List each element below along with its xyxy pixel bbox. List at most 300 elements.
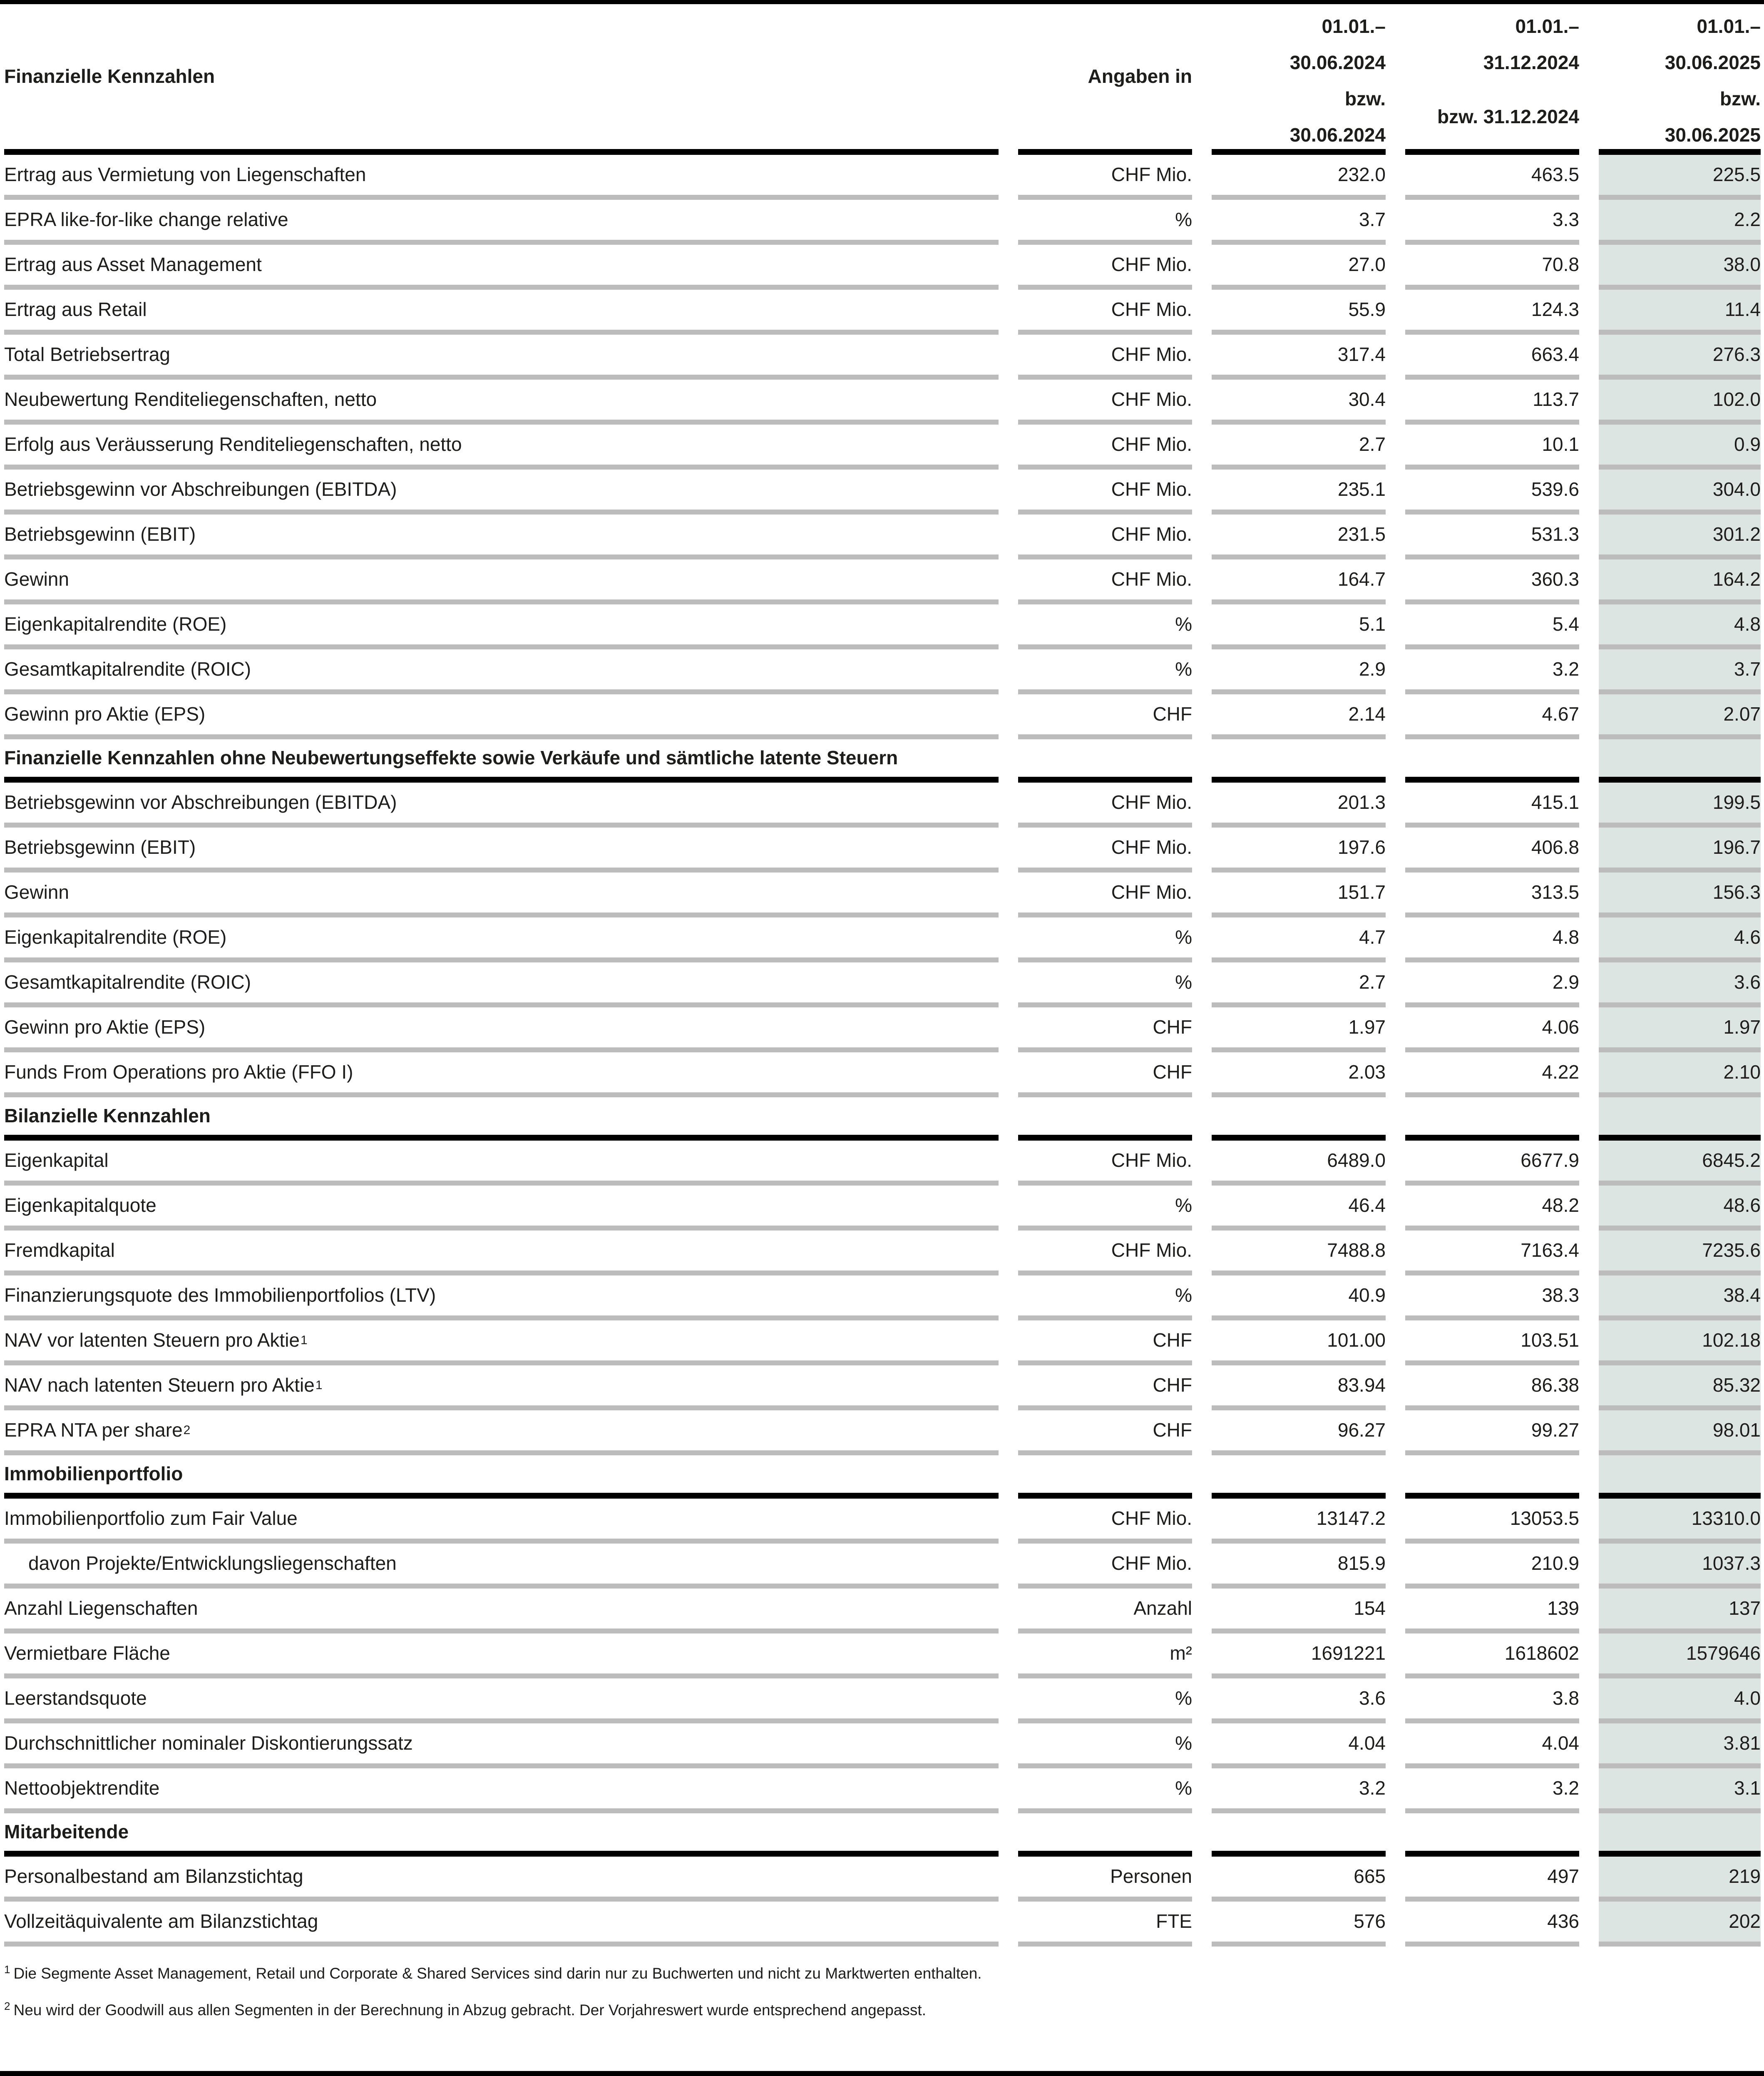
- row-value: 137: [1729, 1597, 1761, 1619]
- row-unit-cell: [1018, 873, 1192, 917]
- row-label-cell: [4, 425, 999, 470]
- row-unit-cell: [1018, 1007, 1192, 1052]
- row-value: 2.7: [1359, 433, 1386, 455]
- section-header-label: Bilanzielle Kennzahlen: [4, 1105, 211, 1127]
- footnote: [4, 2001, 1761, 2020]
- row-value: 463.5: [1531, 164, 1579, 186]
- row-value-cell: [1212, 1499, 1386, 1544]
- row-label: Fremdkapital: [4, 1239, 115, 1261]
- row-value: 2.14: [1348, 703, 1386, 725]
- row-value-cell: [1405, 1275, 1579, 1320]
- row-value: 151.7: [1337, 881, 1386, 903]
- row-unit-cell: [1018, 425, 1192, 470]
- row-label-cell: [4, 962, 999, 1007]
- table-row: [0, 1499, 1764, 1544]
- section-header-cell: [1405, 1455, 1579, 1499]
- row-value: 3.2: [1359, 1777, 1386, 1799]
- row-value: 4.06: [1542, 1016, 1579, 1038]
- row-value: 2.2: [1734, 209, 1761, 231]
- row-unit: CHF Mio.: [1111, 254, 1192, 276]
- row-unit: %: [1175, 1194, 1192, 1216]
- table-row: [0, 155, 1764, 200]
- row-label-cell: [4, 290, 999, 335]
- row-unit: CHF Mio.: [1111, 433, 1192, 455]
- row-value-cell: [1212, 155, 1386, 200]
- row-unit-cell: [1018, 1544, 1192, 1589]
- table-row: [0, 873, 1764, 917]
- row-label-cell: [4, 245, 999, 290]
- row-value-cell: [1405, 962, 1579, 1007]
- row-value-cell: [1212, 649, 1386, 694]
- row-label: Immobilienportfolio zum Fair Value: [4, 1507, 298, 1529]
- row-value: 3.2: [1553, 658, 1579, 680]
- row-value-cell: [1599, 290, 1761, 335]
- row-value-cell: [1405, 1365, 1579, 1410]
- row-value-cell: [1599, 425, 1761, 470]
- section-header-cell: [1405, 739, 1579, 783]
- row-value: 436: [1547, 1910, 1579, 1932]
- row-value: 5.4: [1553, 613, 1579, 635]
- row-label: Gesamtkapitalrendite (ROIC): [4, 971, 251, 993]
- row-unit-cell: [1018, 1768, 1192, 1813]
- row-value-cell: [1599, 1723, 1761, 1768]
- row-value: 27.0: [1348, 254, 1386, 276]
- row-unit: %: [1175, 613, 1192, 635]
- row-label-cell: [4, 783, 999, 828]
- row-value-cell: [1405, 245, 1579, 290]
- table-row: [0, 1410, 1764, 1455]
- row-value-cell: [1405, 335, 1579, 380]
- row-value-cell: [1599, 245, 1761, 290]
- row-label: Eigenkapitalrendite (ROE): [4, 613, 227, 635]
- row-label: Gewinn pro Aktie (EPS): [4, 1016, 206, 1038]
- row-value-cell: [1599, 694, 1761, 739]
- row-value-cell: [1212, 694, 1386, 739]
- row-unit: %: [1175, 926, 1192, 948]
- row-value-cell: [1599, 335, 1761, 380]
- row-label: Ertrag aus Retail: [4, 298, 147, 321]
- row-value-cell: [1405, 828, 1579, 873]
- row-unit-cell: [1018, 380, 1192, 425]
- row-value-cell: [1212, 290, 1386, 335]
- row-value: 103.51: [1521, 1329, 1579, 1351]
- table-row: [0, 694, 1764, 739]
- row-value-cell: [1405, 649, 1579, 694]
- table-row: [0, 425, 1764, 470]
- section-header-cell: [4, 1455, 999, 1499]
- row-unit: CHF Mio.: [1111, 1552, 1192, 1574]
- table-row: [0, 1857, 1764, 1902]
- table-row: [0, 649, 1764, 694]
- period-header-line: 31.12.2024: [1483, 52, 1579, 73]
- row-value: 48.2: [1542, 1194, 1579, 1216]
- table-row: [0, 1275, 1764, 1320]
- row-label-cell: [4, 335, 999, 380]
- row-value: 1037.3: [1702, 1552, 1761, 1574]
- row-value: 815.9: [1337, 1552, 1386, 1574]
- row-value: 4.22: [1542, 1061, 1579, 1083]
- row-unit-cell: [1018, 290, 1192, 335]
- row-value-cell: [1212, 1231, 1386, 1275]
- row-label: Eigenkapitalrendite (ROE): [4, 926, 227, 948]
- row-value-cell: [1599, 828, 1761, 873]
- row-value: 4.7: [1359, 926, 1386, 948]
- row-unit-cell: [1018, 1186, 1192, 1231]
- row-label-cell: [4, 1857, 999, 1902]
- row-value: 5.1: [1359, 613, 1386, 635]
- row-value-cell: [1405, 1678, 1579, 1723]
- row-unit-cell: [1018, 828, 1192, 873]
- row-unit-cell: [1018, 783, 1192, 828]
- row-unit-cell: [1018, 1365, 1192, 1410]
- row-value: 38.0: [1723, 254, 1761, 276]
- row-value: 301.2: [1712, 523, 1761, 545]
- row-unit: CHF: [1153, 1329, 1192, 1351]
- section-header-cell: [1405, 1813, 1579, 1857]
- row-unit: CHF Mio.: [1111, 523, 1192, 545]
- row-value-cell: [1212, 245, 1386, 290]
- table-row: [0, 604, 1764, 649]
- row-unit: CHF Mio.: [1111, 478, 1192, 500]
- row-unit: CHF Mio.: [1111, 1239, 1192, 1261]
- row-value-cell: [1405, 155, 1579, 200]
- row-unit: CHF Mio.: [1111, 881, 1192, 903]
- column-header-period-2024-fy: [1405, 4, 1579, 155]
- row-label: Vollzeitäquivalente am Bilanzstichtag: [4, 1910, 318, 1932]
- row-value-cell: [1212, 1320, 1386, 1365]
- row-value-cell: [1212, 604, 1386, 649]
- section-header-cell: [1018, 739, 1192, 783]
- section-header-row: [0, 739, 1764, 783]
- row-unit: CHF Mio.: [1111, 164, 1192, 186]
- footnote-text: Die Segmente Asset Management, Retail und Corporate & Shared Services sind darin nur zu Buchwerten und nicht zu Marktwerten enthalten.: [13, 1965, 982, 1982]
- row-value-cell: [1212, 380, 1386, 425]
- footnote-marker: 2: [4, 1999, 10, 2012]
- row-value: 10.1: [1542, 433, 1579, 455]
- row-value: 3.1: [1734, 1777, 1761, 1799]
- row-unit: %: [1175, 209, 1192, 231]
- table-row: [0, 783, 1764, 828]
- row-value: 40.9: [1348, 1284, 1386, 1306]
- row-value: 102.18: [1702, 1329, 1761, 1351]
- row-value: 139: [1547, 1597, 1579, 1619]
- row-value: 55.9: [1348, 298, 1386, 321]
- row-label: Durchschnittlicher nominaler Diskontierungssatz: [4, 1732, 413, 1754]
- row-label-cell: [4, 604, 999, 649]
- row-value-cell: [1599, 1320, 1761, 1365]
- table-row: [0, 1007, 1764, 1052]
- row-value: 2.9: [1553, 971, 1579, 993]
- row-unit-cell: [1018, 649, 1192, 694]
- row-value-cell: [1212, 1768, 1386, 1813]
- row-value-cell: [1212, 425, 1386, 470]
- row-value-cell: [1212, 1857, 1386, 1902]
- row-unit: %: [1175, 1732, 1192, 1754]
- row-value-cell: [1599, 155, 1761, 200]
- row-value-cell: [1599, 1857, 1761, 1902]
- row-value: 0.9: [1734, 433, 1761, 455]
- row-value-cell: [1405, 290, 1579, 335]
- row-value-cell: [1599, 1141, 1761, 1186]
- row-label: Personalbestand am Bilanzstichtag: [4, 1865, 303, 1887]
- row-value-cell: [1212, 1141, 1386, 1186]
- table-row: [0, 1768, 1764, 1813]
- row-unit-cell: [1018, 1723, 1192, 1768]
- row-value: 201.3: [1337, 791, 1386, 813]
- table-row: [0, 559, 1764, 604]
- row-label-cell: [4, 470, 999, 515]
- row-label: Gesamtkapitalrendite (ROIC): [4, 658, 251, 680]
- row-label: NAV vor latenten Steuern pro Aktie: [4, 1329, 300, 1351]
- row-value-cell: [1212, 1410, 1386, 1455]
- row-value: 6489.0: [1327, 1149, 1386, 1171]
- table-row: [0, 1902, 1764, 1947]
- row-unit-cell: [1018, 1902, 1192, 1947]
- row-value-cell: [1599, 1768, 1761, 1813]
- row-value-cell: [1212, 783, 1386, 828]
- row-value: 3.7: [1734, 658, 1761, 680]
- row-value: 1.97: [1723, 1016, 1761, 1038]
- row-unit-cell: [1018, 1633, 1192, 1678]
- row-value: 124.3: [1531, 298, 1579, 321]
- row-unit: CHF Mio.: [1111, 343, 1192, 365]
- row-unit: %: [1175, 1777, 1192, 1799]
- row-value-cell: [1405, 1007, 1579, 1052]
- row-value-cell: [1599, 783, 1761, 828]
- row-value-cell: [1405, 470, 1579, 515]
- row-unit-cell: [1018, 1678, 1192, 1723]
- table-row: [0, 1589, 1764, 1633]
- section-header-row: [0, 1813, 1764, 1857]
- row-unit: CHF Mio.: [1111, 388, 1192, 410]
- row-unit-cell: [1018, 155, 1192, 200]
- row-value: 70.8: [1542, 254, 1579, 276]
- row-value: 2.03: [1348, 1061, 1386, 1083]
- row-value-cell: [1212, 1633, 1386, 1678]
- row-value-cell: [1599, 1275, 1761, 1320]
- period-header-line: 01.01.–: [1515, 15, 1579, 37]
- row-value-cell: [1405, 1768, 1579, 1813]
- table-row: [0, 470, 1764, 515]
- footnote-marker: 1: [4, 1963, 10, 1976]
- row-value: 113.7: [1533, 388, 1579, 410]
- section-header-cell: [1212, 1813, 1386, 1857]
- row-value-cell: [1405, 783, 1579, 828]
- row-value-cell: [1599, 1589, 1761, 1633]
- row-label-cell: [4, 1186, 999, 1231]
- row-value: 4.04: [1348, 1732, 1386, 1754]
- row-unit-cell: [1018, 335, 1192, 380]
- row-value: 196.7: [1712, 836, 1761, 858]
- row-label-cell: [4, 873, 999, 917]
- row-value: 665: [1354, 1865, 1386, 1887]
- section-header-cell: [1018, 1455, 1192, 1499]
- table-row: [0, 1141, 1764, 1186]
- row-value: 225.5: [1712, 164, 1761, 186]
- section-header-cell: [1212, 1097, 1386, 1141]
- section-header-cell: [1212, 739, 1386, 783]
- row-value-cell: [1405, 1231, 1579, 1275]
- row-label-cell: [4, 649, 999, 694]
- row-label: Nettoobjektrendite: [4, 1777, 160, 1799]
- row-value-cell: [1405, 1499, 1579, 1544]
- row-value: 276.3: [1712, 343, 1761, 365]
- row-value: 360.3: [1531, 568, 1579, 590]
- row-unit: %: [1175, 971, 1192, 993]
- row-value-cell: [1405, 1633, 1579, 1678]
- row-unit-cell: [1018, 1589, 1192, 1633]
- row-label-cell: [4, 1275, 999, 1320]
- section-header-cell: [1599, 1813, 1761, 1857]
- row-value: 313.5: [1531, 881, 1579, 903]
- table-header-row: [0, 4, 1764, 155]
- row-value: 3.3: [1553, 209, 1579, 231]
- row-value-cell: [1599, 917, 1761, 962]
- row-unit: Personen: [1110, 1865, 1192, 1887]
- table-row: [0, 1186, 1764, 1231]
- row-unit: CHF Mio.: [1111, 836, 1192, 858]
- row-value-cell: [1212, 1007, 1386, 1052]
- section-header-cell: [4, 1813, 999, 1857]
- row-value-cell: [1212, 470, 1386, 515]
- row-value-cell: [1599, 1007, 1761, 1052]
- row-value-cell: [1599, 1902, 1761, 1947]
- row-value: 7235.6: [1702, 1239, 1761, 1261]
- table-row: [0, 917, 1764, 962]
- row-label-cell: [4, 1723, 999, 1768]
- row-value-cell: [1599, 380, 1761, 425]
- row-value: 3.6: [1734, 971, 1761, 993]
- row-unit: FTE: [1156, 1910, 1192, 1932]
- row-value-cell: [1212, 1186, 1386, 1231]
- row-label: EPRA NTA per share: [4, 1419, 183, 1441]
- footnote: [4, 1964, 1761, 1983]
- row-unit-cell: [1018, 1499, 1192, 1544]
- row-label-cell: [4, 155, 999, 200]
- period-header-line: bzw.: [1720, 88, 1761, 109]
- footnotes: [0, 1947, 1764, 2038]
- row-value: 4.0: [1734, 1687, 1761, 1709]
- row-label-cell: [4, 380, 999, 425]
- row-label-cell: [4, 1633, 999, 1678]
- row-value-cell: [1212, 559, 1386, 604]
- row-unit-cell: [1018, 470, 1192, 515]
- row-label: EPRA like-for-like change relative: [4, 209, 288, 231]
- row-label: davon Projekte/Entwicklungsliegenschaften: [28, 1552, 397, 1574]
- row-value-cell: [1599, 1633, 1761, 1678]
- row-value-cell: [1405, 1544, 1579, 1589]
- row-label-cell: [4, 1768, 999, 1813]
- period-header-line: 01.01.–: [1697, 15, 1761, 37]
- row-unit: %: [1175, 658, 1192, 680]
- row-value-cell: [1212, 1902, 1386, 1947]
- row-value-cell: [1405, 515, 1579, 559]
- spacer: [0, 2038, 1764, 2071]
- row-unit-cell: [1018, 1231, 1192, 1275]
- table-row: [0, 828, 1764, 873]
- row-unit: CHF Mio.: [1111, 1507, 1192, 1529]
- row-value-cell: [1212, 1052, 1386, 1097]
- row-value: 1.97: [1348, 1016, 1386, 1038]
- row-label: Eigenkapitalquote: [4, 1194, 157, 1216]
- row-value: 663.4: [1531, 343, 1579, 365]
- row-value-cell: [1599, 1052, 1761, 1097]
- row-value: 202: [1729, 1910, 1761, 1932]
- section-header-cell: [1599, 1455, 1761, 1499]
- row-label: Ertrag aus Vermietung von Liegenschaften: [4, 164, 366, 186]
- row-value-cell: [1212, 335, 1386, 380]
- table-row: [0, 290, 1764, 335]
- row-value: 102.0: [1712, 388, 1761, 410]
- row-label: Vermietbare Fläche: [4, 1642, 170, 1664]
- row-unit-cell: [1018, 962, 1192, 1007]
- row-value-cell: [1599, 1678, 1761, 1723]
- row-value-cell: [1405, 1141, 1579, 1186]
- row-value-cell: [1212, 1678, 1386, 1723]
- row-label-cell: [4, 559, 999, 604]
- row-value-cell: [1599, 559, 1761, 604]
- row-value: 235.1: [1337, 478, 1386, 500]
- row-value: 232.0: [1337, 164, 1386, 186]
- row-unit: CHF Mio.: [1111, 298, 1192, 321]
- row-value: 2.9: [1359, 658, 1386, 680]
- row-value: 164.2: [1712, 568, 1761, 590]
- row-value-cell: [1599, 1186, 1761, 1231]
- row-unit-cell: [1018, 604, 1192, 649]
- row-label-cell: [4, 200, 999, 245]
- row-value: 13310.0: [1691, 1507, 1761, 1529]
- period-header-line: 30.06.2025: [1665, 124, 1761, 146]
- row-value: 101.00: [1327, 1329, 1386, 1351]
- row-value: 38.3: [1542, 1284, 1579, 1306]
- row-unit: %: [1175, 1284, 1192, 1306]
- row-label-cell: [4, 1678, 999, 1723]
- row-unit-cell: [1018, 1320, 1192, 1365]
- row-value-cell: [1599, 1365, 1761, 1410]
- section-header-cell: [4, 739, 999, 783]
- row-value-cell: [1405, 1902, 1579, 1947]
- row-value: 304.0: [1712, 478, 1761, 500]
- row-value: 4.8: [1553, 926, 1579, 948]
- period-header-line: bzw.: [1345, 88, 1386, 109]
- footnote-text: Neu wird der Goodwill aus allen Segmenten in der Berechnung in Abzug gebracht. Der Vorjahreswert wurde entsprechend angepasst.: [13, 2001, 926, 2019]
- row-value-cell: [1599, 470, 1761, 515]
- column-header-unit: Angaben in: [1018, 4, 1192, 155]
- table-body: [0, 155, 1764, 1947]
- row-label: Betriebsgewinn vor Abschreibungen (EBITDA): [4, 791, 397, 813]
- row-label-cell: [4, 1499, 999, 1544]
- period-header-line: 01.01.–: [1322, 15, 1386, 37]
- row-value: 85.32: [1712, 1374, 1761, 1396]
- row-label: Ertrag aus Asset Management: [4, 254, 262, 276]
- row-value-cell: [1599, 1231, 1761, 1275]
- row-label: Eigenkapital: [4, 1149, 109, 1171]
- row-value-cell: [1405, 1320, 1579, 1365]
- row-unit: CHF: [1153, 703, 1192, 725]
- section-header-cell: [1018, 1813, 1192, 1857]
- table-row: [0, 962, 1764, 1007]
- row-value: 6845.2: [1702, 1149, 1761, 1171]
- row-value: 7163.4: [1521, 1239, 1579, 1261]
- row-value-cell: [1212, 515, 1386, 559]
- row-value: 1618602: [1504, 1642, 1579, 1664]
- row-label: Gewinn: [4, 881, 69, 903]
- row-value: 210.9: [1531, 1552, 1579, 1574]
- section-header-label: Immobilienportfolio: [4, 1463, 183, 1485]
- row-value-cell: [1212, 873, 1386, 917]
- row-value-cell: [1405, 1052, 1579, 1097]
- row-value: 86.38: [1531, 1374, 1579, 1396]
